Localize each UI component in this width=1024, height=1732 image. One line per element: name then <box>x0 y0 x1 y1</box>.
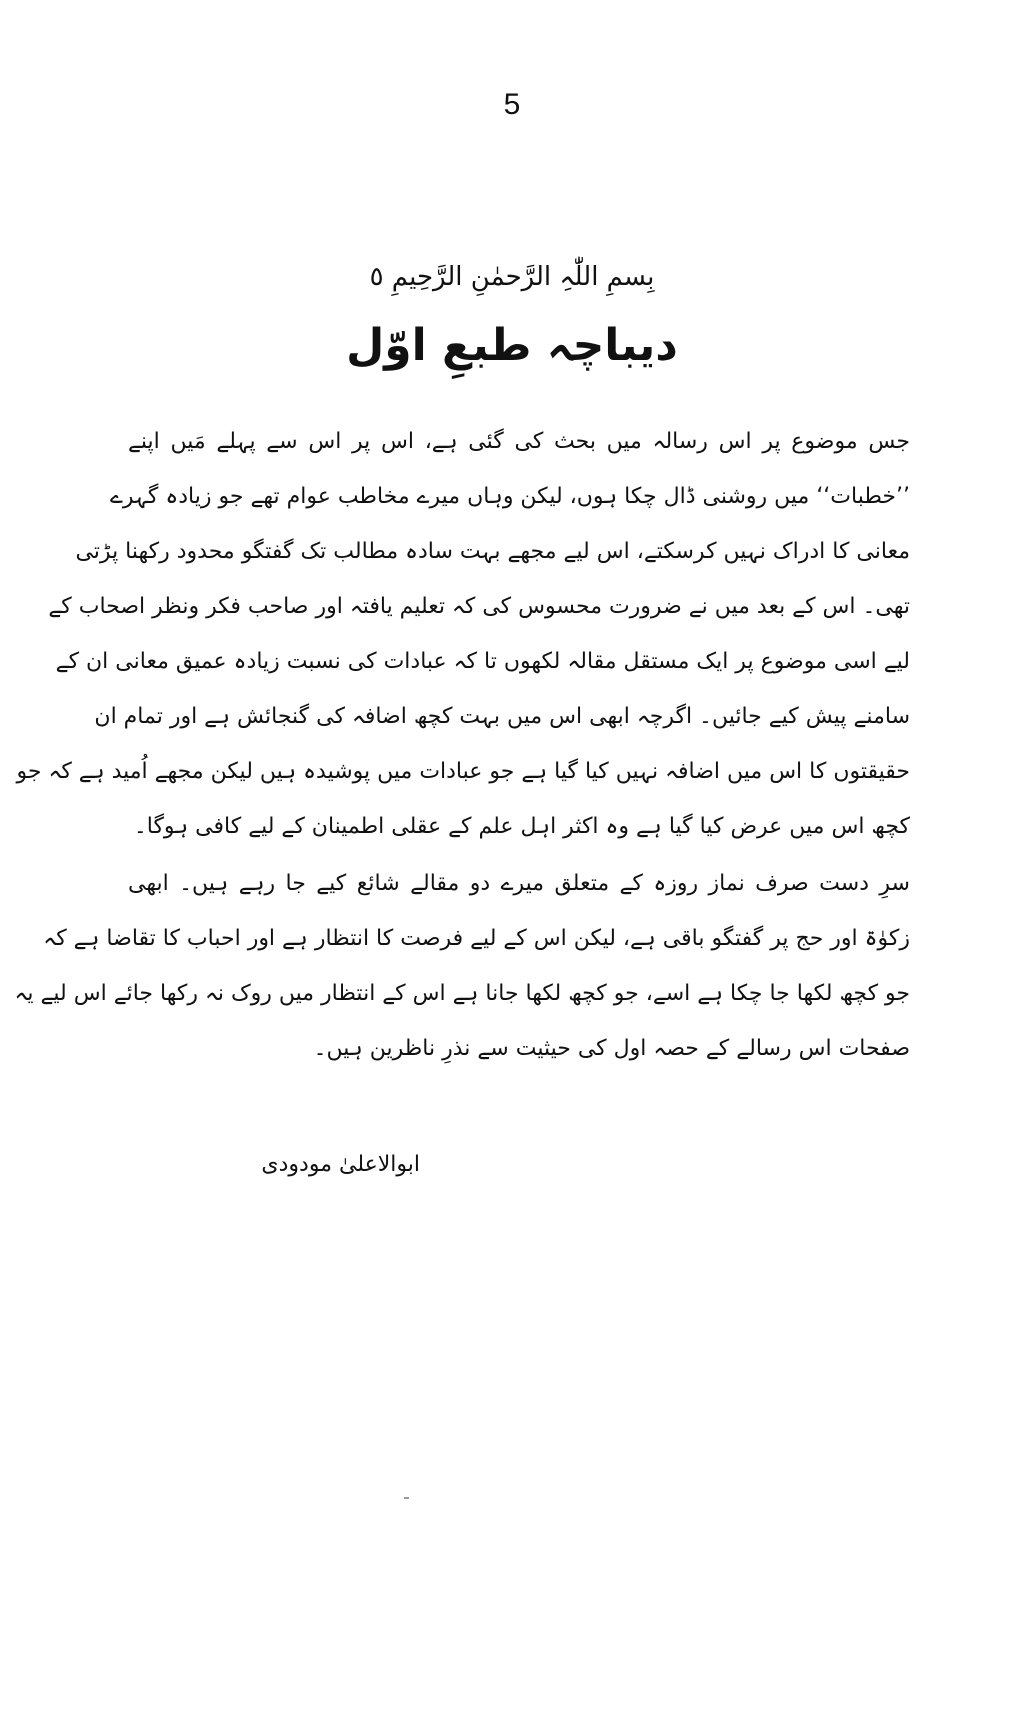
text-line: صفحات اس رسالے کے حصہ اول کی حیثیت سے نذرِ ناظرین ہیں۔ <box>313 1036 910 1061</box>
text-line: لیے اسی موضوع پر ایک مستقل مقالہ لکھوں تا کہ عبادات کی نسبت زیادہ عمیق معانی ان کے <box>55 649 910 674</box>
text-line: سرِ دست صرف نماز روزہ کے متعلق میرے دو مقالے شائع کیے جا رہے ہیں۔ ابھی <box>128 871 910 896</box>
scan-speck <box>404 1497 409 1499</box>
text-line: جو کچھ لکھا جا چکا ہے اسے، جو کچھ لکھا جانا ہے اس کے انتظار میں روک نہ رکھا جائے اس لیے یہ <box>14 981 910 1006</box>
text-line: تھی۔ اس کے بعد میں نے ضرورت محسوس کی کہ تعلیم یافتہ اور صاحب فکر ونظر اصحاب کے <box>48 594 910 619</box>
text-line: جس موضوع پر اس رسالہ میں بحث کی گئی ہے، اس پر اس سے پہلے مَیں اپنے <box>128 429 910 454</box>
author-signature: ابوالاعلیٰ مودودی <box>261 1152 420 1177</box>
text-line: کچھ اس میں عرض کیا گیا ہے وہ اکثر اہل علم کے عقلی اطمینان کے لیے کافی ہوگا۔ <box>133 814 910 839</box>
preface-body <box>14 414 910 1076</box>
text-line: حقیقتوں کا اس میں اضافہ نہیں کیا گیا ہے جو عبادات میں پوشیدہ ہیں لیکن مجھے اُمید ہے کہ جو <box>16 759 910 784</box>
bismillah-heading: بِسمِ اللّٰہِ الرَّحمٰنِ الرَّحِیمِ ٥ <box>369 262 655 292</box>
text-line: سامنے پیش کیے جائیں۔ اگرچہ ابھی اس میں بہت کچھ اضافہ کی گنجائش ہے اور تمام ان <box>94 704 910 729</box>
text-line: معانی کا ادراک نہیں کرسکتے، اس لیے مجھے بہت سادہ مطالب تک گفتگو محدود رکھنا پڑتی <box>75 539 910 564</box>
paragraph-2 <box>14 856 910 1076</box>
page-number: 5 <box>503 88 521 121</box>
text-line: زکوٰۃ اور حج پر گفتگو باقی ہے، لیکن اس کے لیے فرصت کا انتظار ہے اور احباب کا تقاضا ہے کہ <box>43 926 910 951</box>
text-line: ’’خطبات‘‘ میں روشنی ڈال چکا ہوں، لیکن وہاں میرے مخاطب عوام تھے جو زیادہ گہرے <box>109 484 910 509</box>
page-title: دیباچہ طبعِ اوّل <box>346 320 678 371</box>
paragraph-1 <box>16 414 910 854</box>
